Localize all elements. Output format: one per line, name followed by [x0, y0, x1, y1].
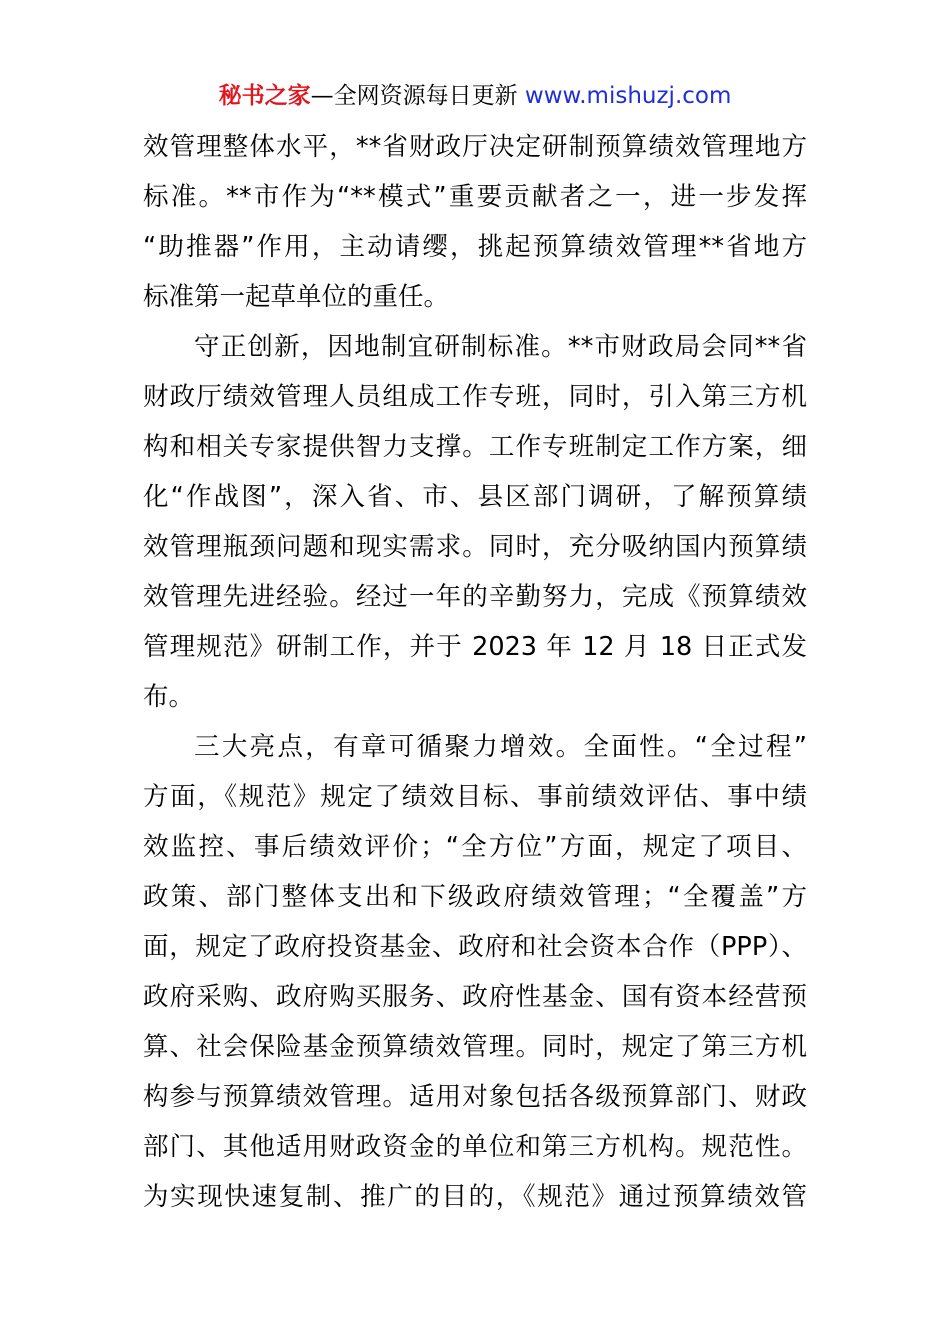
- text-line: 部门、其他适用财政资金的单位和第三方机构。规范性。: [143, 1132, 807, 1162]
- text-line: 构和相关专家提供智力支撑。工作专班制定工作方案，细: [143, 432, 807, 462]
- text-line: 效管理先进经验。经过一年的辛勤努力，完成《预算绩效: [143, 582, 807, 612]
- text-line: 效监控、事后绩效评价；“全方位”方面，规定了项目、: [143, 832, 807, 862]
- text-line: 化“作战图”，深入省、市、县区部门调研，了解预算绩: [143, 482, 807, 512]
- site-url-link[interactable]: www.mishuzj.com: [524, 83, 732, 109]
- text-line: 构参与预算绩效管理。适用对象包括各级预算部门、财政: [143, 1082, 807, 1112]
- text-line: 政府采购、政府购买服务、政府性基金、国有资本经营预: [143, 982, 807, 1012]
- paragraph-1: [143, 122, 807, 322]
- document-body: [143, 122, 807, 1222]
- text-line: 财政厅绩效管理人员组成工作专班，同时，引入第三方机: [143, 382, 807, 412]
- text-line: 标准第一起草单位的重任。: [143, 282, 450, 312]
- text-line: 算、社会保险基金预算绩效管理。同时，规定了第三方机: [143, 1032, 807, 1062]
- text-line: 效管理整体水平，**省财政厅决定研制预算绩效管理地方: [143, 132, 807, 162]
- text-line: 为实现快速复制、推广的目的，《规范》通过预算绩效管: [143, 1182, 807, 1212]
- text-line: 面，规定了政府投资基金、政府和社会资本合作（PPP）、: [143, 932, 807, 962]
- site-tagline: —全网资源每日更新: [310, 83, 525, 109]
- text-line: “助推器”作用，主动请缨，挑起预算绩效管理**省地方: [143, 232, 807, 262]
- text-line: 守正创新，因地制宜研制标准。**市财政局会同**省: [194, 332, 807, 362]
- text-line: 管理规范》研制工作，并于 2023 年 12 月 18 日正式发: [143, 632, 807, 662]
- text-line: 标准。**市作为“**模式”重要贡献者之一，进一步发挥: [143, 182, 807, 212]
- text-line: 效管理瓶颈问题和现实需求。同时，充分吸纳国内预算绩: [143, 532, 807, 562]
- text-line: 布。: [143, 682, 195, 712]
- text-line: 政策、部门整体支出和下级政府绩效管理；“全覆盖”方: [143, 882, 807, 912]
- text-line: 三大亮点，有章可循聚力增效。全面性。“全过程”: [194, 732, 807, 762]
- paragraph-3: [143, 722, 807, 1222]
- site-banner: [0, 80, 950, 112]
- paragraph-2: [143, 322, 807, 722]
- text-line: 方面，《规范》规定了绩效目标、事前绩效评估、事中绩: [143, 782, 807, 812]
- site-brand: 秘书之家: [218, 83, 311, 109]
